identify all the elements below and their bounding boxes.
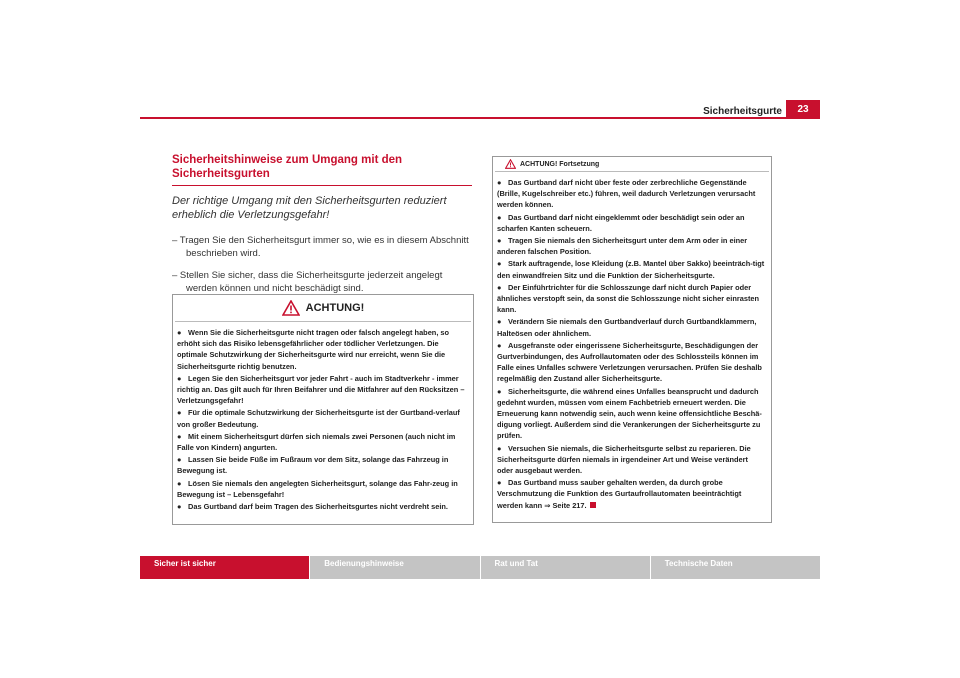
section-title: Sicherheitshinweise zum Umgang mit den Sicherheitsgurten (172, 153, 472, 186)
bullet-icon: ● (497, 386, 502, 396)
warning-triangle-icon (282, 300, 300, 316)
bullet-icon: ● (497, 178, 502, 187)
warning-bullet: ● Wenn Sie die Sicherheitsgurte nicht tragen oder falsch angelegt haben, so erhöht sich das Risiko lebensgefährlicher oder tödlicher Verletzungen. Die optimale Schutzwirkung der Sicherheitsgurte wird nur erreicht, wenn Sie die Sicherheitsgurte richtig benutzen. (177, 328, 450, 371)
tab-technische-daten[interactable]: Technische Daten (651, 556, 820, 579)
bullet-icon: ● (497, 317, 502, 327)
warning-bullet: ● Das Gurtband darf nicht eingeklemmt oder beschädigt sein oder an scharfen Kanten scheuern. (497, 212, 745, 233)
warning-bullet: ● Der Einführtrichter für die Schlosszunge darf nicht durch Papier oder ähnliches verstopft sein, da sonst die Schlosszunge nicht sicher einrasten kann. (497, 282, 760, 315)
instruction-item: – Stellen Sie sicher, dass die Sicherheitsgurte jederzeit angelegt werden können und nicht beschädigt sind. (172, 270, 443, 294)
header-rule (140, 117, 820, 119)
warning-bullet: ● Mit einem Sicherheitsgurt dürfen sich niemals zwei Personen (auch nicht im Falle von Kindern) angurten. (177, 431, 456, 453)
bullet-icon: ● (177, 431, 182, 441)
end-square-icon (590, 502, 596, 508)
warning-bullet: ● Das Gurtband darf nicht über feste oder zerbrechliche Gegenstände (Brille, Kugelschreiber etc.) führen, weil dadurch Verletzungen verursacht werden können. (497, 178, 756, 210)
warning-header (175, 295, 471, 322)
bullet-icon: ● (497, 340, 502, 350)
warning-bullet: ● Tragen Sie niemals den Sicherheitsgurt unter dem Arm oder in einer anderen falschen Position. (497, 236, 748, 257)
page-number: 23 (786, 100, 820, 119)
bullet-icon: ● (177, 328, 182, 337)
warning-triangle-icon (505, 159, 516, 169)
page-reference-link[interactable]: Das Gurtband muss sauber gehalten werden, da durch grobe Verschmutzung die Funktion des Gurtaufrollautomaten beeinträchtigt werden kann ⇒ Seite 217. (497, 478, 742, 510)
tab-bedienungshinweise[interactable]: Bedienungshinweise (310, 556, 479, 579)
tab-rat-und-tat[interactable]: Rat und Tat (481, 556, 650, 579)
tab-sicher-ist-sicher[interactable]: Sicher ist sicher (140, 556, 309, 579)
warning-body (493, 172, 771, 511)
warning-bullet: ● Versuchen Sie niemals, die Sicherheitsgurte selbst zu reparieren. Die Sicherheitsgurte dürfen niemals in irgendeiner Art und Weise verändert oder ausgebaut werden. (497, 443, 751, 476)
bullet-icon: ● (177, 455, 182, 465)
warning-bullet: ● Legen Sie den Sicherheitsgurt vor jeder Fahrt - auch im Stadtverkehr - immer richtig an. Das gilt auch für Ihren Beifahrer und die Mitfahrer auf den Rücksitzen – Verletzungsgefahr! (177, 373, 465, 406)
left-column (172, 153, 472, 304)
warning-continued-header (495, 157, 769, 172)
running-header: Sicherheitsgurte (703, 106, 782, 117)
bullet-icon: ● (497, 282, 502, 292)
warning-bullet: ● Verändern Sie niemals den Gurtbandverlauf durch Gurtbandklammern, Halteösen oder ähnlichem. (497, 317, 757, 338)
instruction-item: – Tragen Sie den Sicherheitsgurt immer so, wie es in diesem Abschnitt beschrieben wird. (172, 235, 469, 259)
warning-bullet: ● Ausgefranste oder eingerissene Sicherheitsgurte, Beschädigungen der Gurtverbindungen, des Aufrollautomaten oder des Schlossteils können im Falle eines Unfalles schwere Verletzungen verursachen. Prüfen Sie deshalb regelmäßig den Zustand aller Sicherheitsgurte. (497, 340, 762, 384)
warning-bullet: ● Für die optimale Schutzwirkung der Sicherheitsgurte ist der Gurtband-verlauf von großer Bedeutung. (177, 408, 460, 429)
bullet-icon: ● (177, 408, 182, 418)
warning-box (172, 294, 474, 525)
bullet-icon: ● (177, 502, 182, 512)
warning-bullet: ● Lösen Sie niemals den angelegten Sicherheitsgurt, solange das Fahr-zeug in Bewegung ist – Lebensgefahr! (177, 478, 458, 499)
bullet-icon: ● (177, 478, 182, 488)
footer-nav (140, 556, 820, 579)
warning-bullet: ● Sicherheitsgurte, die während eines Unfalles beansprucht und dadurch gedehnt wurden, müssen vom einem Fachbetrieb erneuert werden. Die Erneuerung kann notwendig sein, auch wenn keine offensichtliche Beschä-digung vorliegt. Außerdem sind die Verankerungen der Sicherheitsgurte zu prüfen. (497, 386, 762, 441)
warning-continued-box (492, 156, 772, 523)
bullet-icon: ● (497, 478, 502, 488)
warning-bullet-last (497, 477, 765, 511)
bullet-icon: ● (177, 373, 182, 383)
bullet-icon: ● (497, 236, 502, 246)
warning-bullet: ● Stark auftragende, lose Kleidung (z.B. Mantel über Sakko) beeinträch-tigt den einwandfreien Sitz und die Funktion der Sicherheitsgurte. (497, 259, 765, 280)
warning-bullet: ● Lassen Sie beide Füße im Fußraum vor dem Sitz, solange das Fahrzeug in Bewegung ist. (177, 455, 449, 476)
warning-continued-heading: ACHTUNG! Fortsetzung (520, 160, 600, 168)
warning-heading: ACHTUNG! (305, 302, 365, 314)
bullet-icon: ● (497, 443, 502, 453)
bullet-icon: ● (497, 212, 502, 222)
warning-body (173, 322, 473, 512)
warning-bullet: ● Das Gurtband darf beim Tragen des Sicherheitsgurtes nicht verdreht sein. (177, 502, 448, 512)
section-subtitle: Der richtige Umgang mit den Sicherheitsgurten reduziert erheblich die Verletzungsgefahr! (172, 195, 447, 221)
bullet-icon: ● (497, 259, 502, 269)
